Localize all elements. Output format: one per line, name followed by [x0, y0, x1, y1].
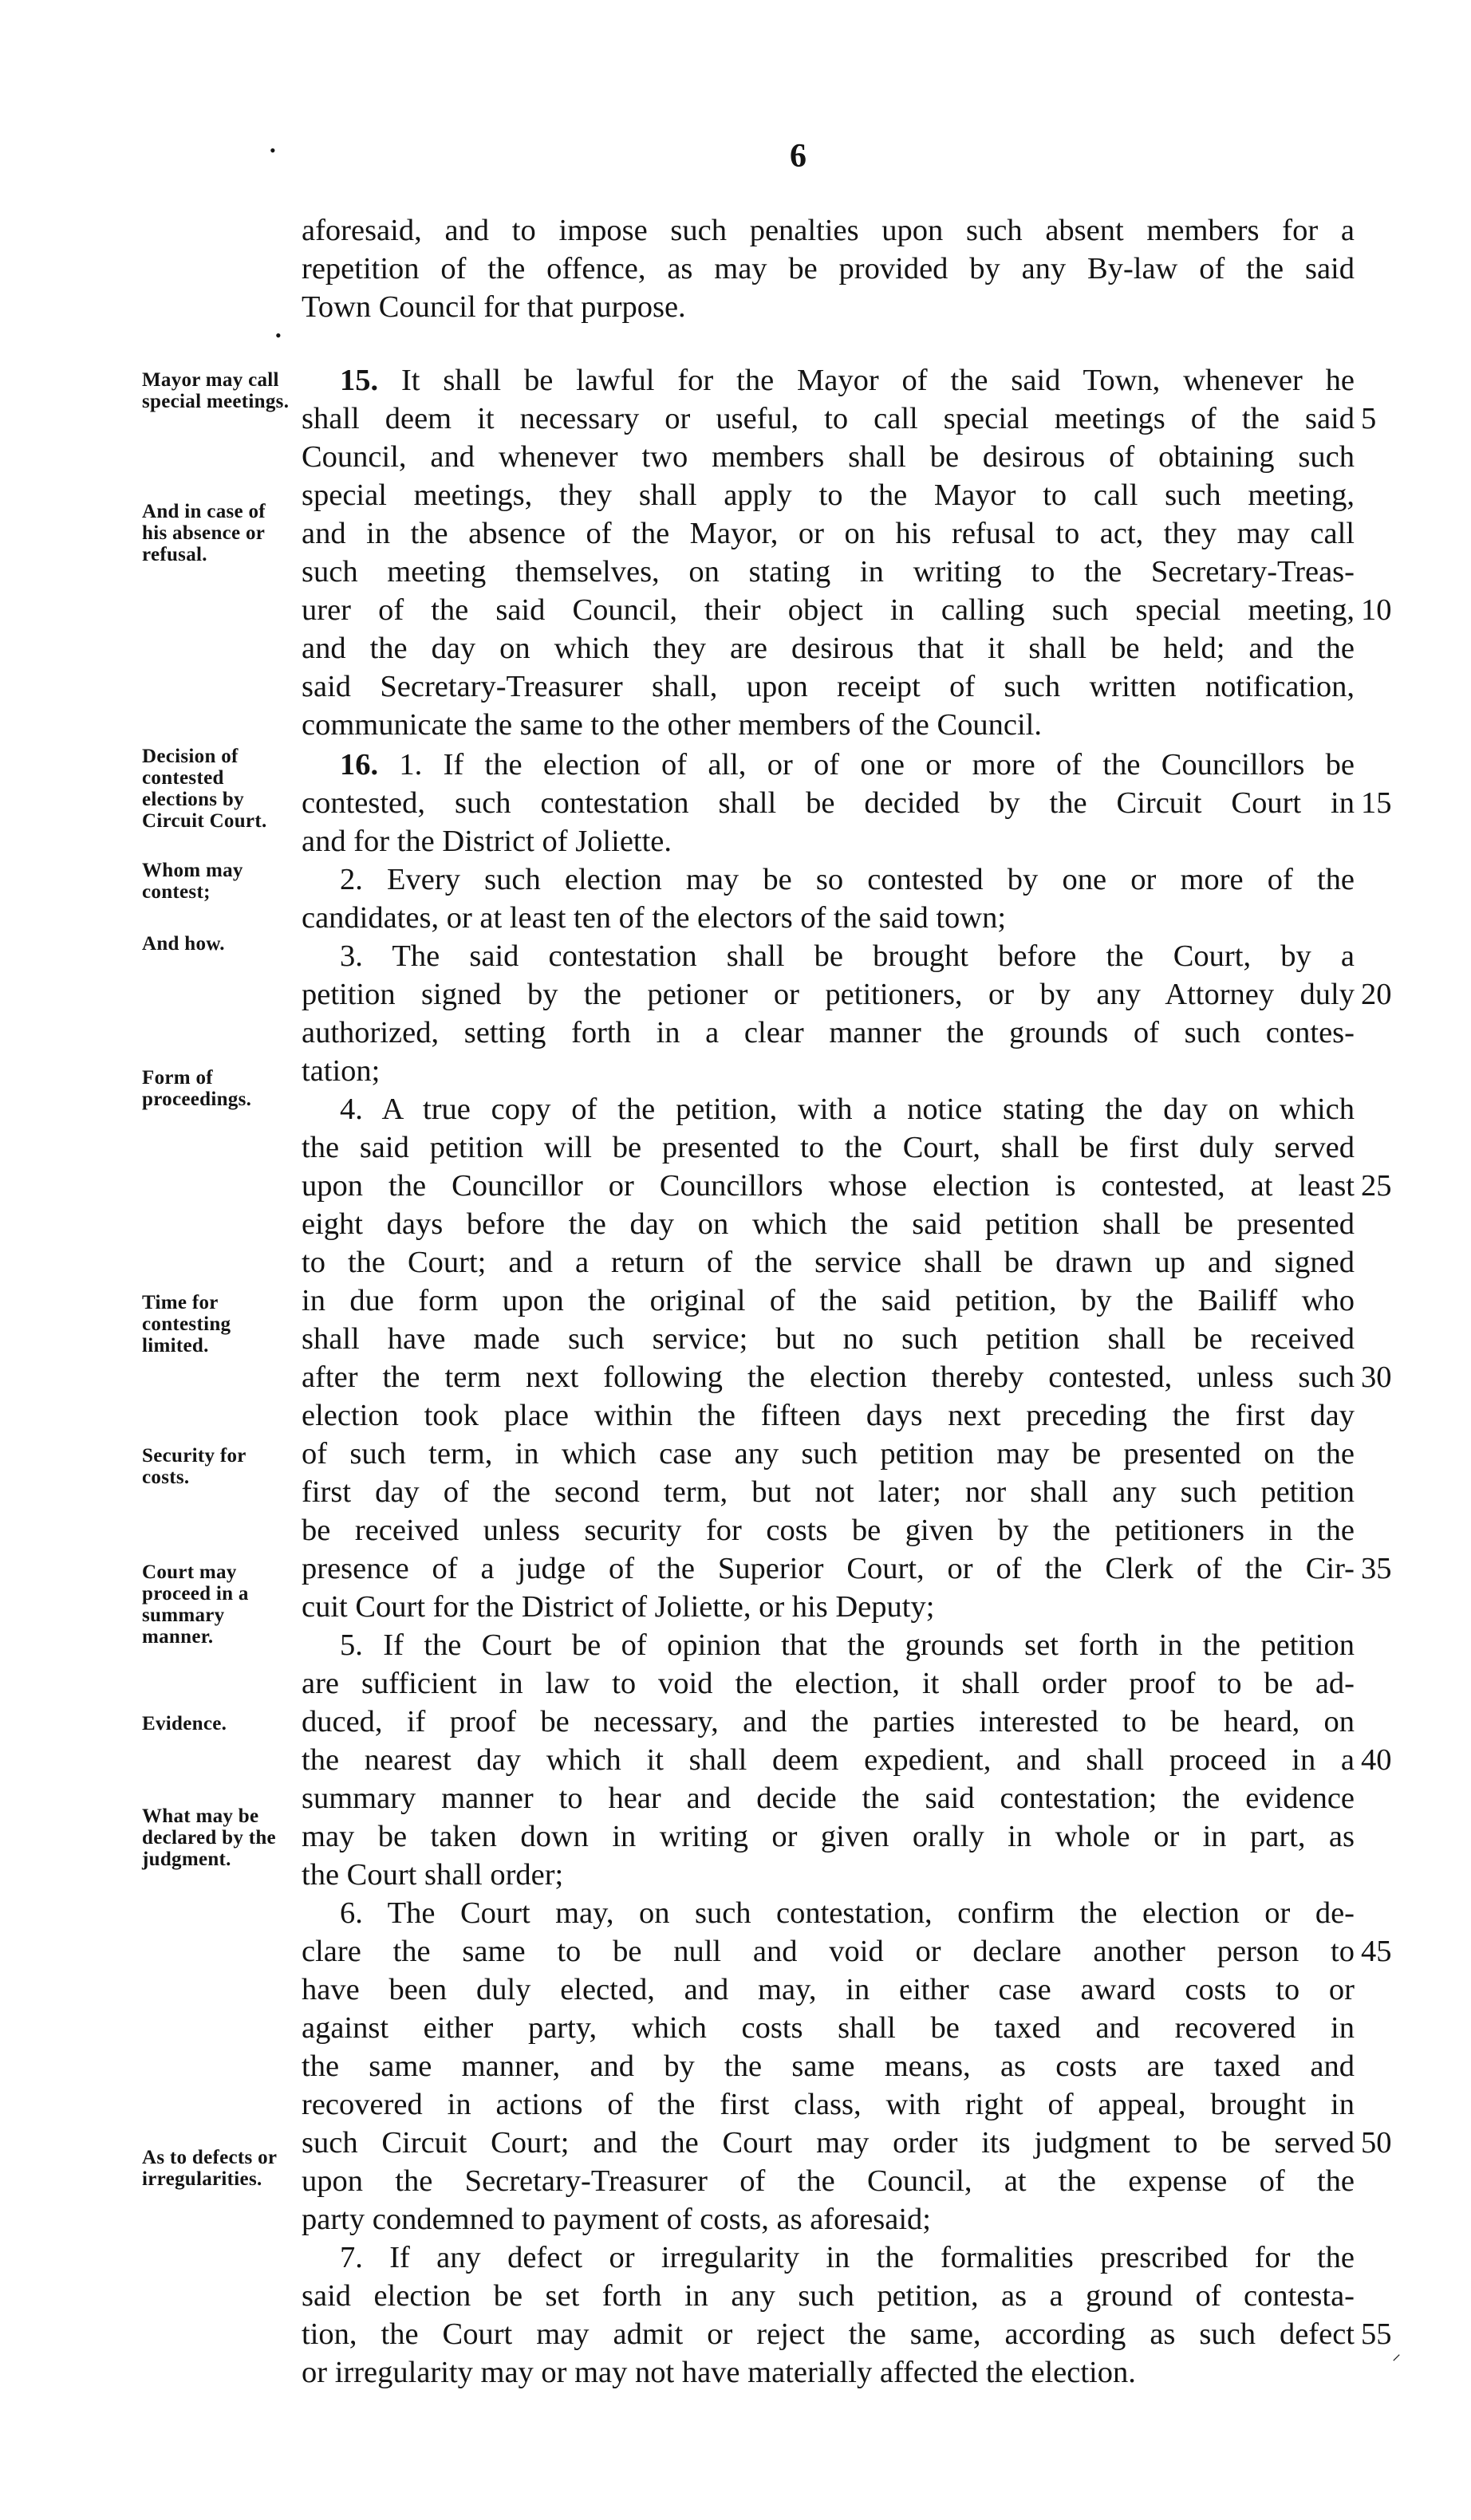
text-line: 16. 1. If the election of all, or of one or more of the Councillors be — [340, 748, 1355, 782]
margin-mark: ⸍ — [1392, 2351, 1402, 2371]
text-line: 5. If the Court be of opinion that the grounds set forth in the petition — [340, 1628, 1355, 1662]
text-line: petition signed by the petioner or petitioners, or by any Attorney duly — [302, 978, 1355, 1011]
text-line: such meeting themselves, on stating in writing to the Secretary-Treas- — [302, 555, 1355, 589]
text-line: the same manner, and by the same means, as costs are taxed and — [302, 2049, 1355, 2083]
text-line: 2. Every such election may be so contested by one or more of the — [340, 863, 1355, 896]
line-number: 25 — [1361, 1169, 1392, 1203]
line-number: 20 — [1361, 978, 1392, 1011]
line-number: 45 — [1361, 1935, 1392, 1968]
text-line: to the Court; and a return of the service shall be drawn up and signed — [302, 1246, 1355, 1279]
text-line: tion, the Court may admit or reject the same, according as such defect — [302, 2317, 1355, 2351]
text-line: 3. The said contestation shall be brought before the Court, by a — [340, 939, 1355, 973]
margin-note: Form of proceedings. — [142, 1067, 252, 1110]
text-line: presence of a judge of the Superior Court, or of the Clerk of the Cir- — [302, 1552, 1355, 1585]
text-line: 4. A true copy of the petition, with a notice stating the day on which — [340, 1093, 1355, 1126]
text-line: or irregularity may or may not have materially affected the election. — [302, 2356, 1136, 2389]
text-line: clare the same to be null and void or declare another person to — [302, 1935, 1355, 1968]
text-line: of such term, in which case any such petition may be presented on the — [302, 1437, 1355, 1471]
text-line: tation; — [302, 1054, 381, 1088]
text-line: may be taken down in writing or given orally in whole or in part, as — [302, 1820, 1355, 1853]
text-line: upon the Councillor or Councillors whose election is contested, at least — [302, 1169, 1355, 1203]
text-line: Town Council for that purpose. — [302, 290, 686, 324]
margin-note: Security for costs. — [142, 1445, 246, 1488]
line-number: 40 — [1361, 1743, 1392, 1777]
text-line: recovered in actions of the first class, with right of appeal, brought in — [302, 2088, 1355, 2121]
margin-dot: • — [275, 325, 282, 345]
margin-note: And how. — [142, 933, 225, 955]
text-line: be received unless security for costs be given by the petitioners in the — [302, 1514, 1355, 1547]
margin-note: Court may proceed in a summary manner. — [142, 1561, 249, 1648]
margin-note: Evidence. — [142, 1713, 227, 1734]
text-line: in due form upon the original of the said petition, by the Bailiff who — [302, 1284, 1355, 1317]
text-line: contested, such contestation shall be decided by the Circuit Court in — [302, 786, 1355, 820]
line-number: 5 — [1361, 402, 1377, 435]
text-line: repetition of the offence, as may be provided by any By-law of the said — [302, 252, 1355, 285]
text-line: duced, if proof be necessary, and the parties interested to be heard, on — [302, 1705, 1355, 1738]
line-number: 10 — [1361, 593, 1392, 627]
line-number: 30 — [1361, 1360, 1392, 1394]
text-line: authorized, setting forth in a clear manner the grounds of such contes- — [302, 1016, 1355, 1049]
margin-dot: • — [270, 140, 276, 160]
text-line: and in the absence of the Mayor, or on his refusal to act, they may call — [302, 517, 1355, 550]
text-line: such Circuit Court; and the Court may order its judgment to be served — [302, 2126, 1355, 2160]
text-line: urer of the said Council, their object in calling such special meeting, — [302, 593, 1355, 627]
text-line: shall deem it necessary or useful, to call special meetings of the said — [302, 402, 1355, 435]
line-number: 50 — [1361, 2126, 1392, 2160]
text-line: Council, and whenever two members shall be desirous of obtaining such — [302, 440, 1355, 474]
margin-note: Whom may contest; — [142, 860, 243, 903]
text-line: upon the Secretary-Treasurer of the Council, at the expense of the — [302, 2164, 1355, 2198]
text-line: 15. It shall be lawful for the Mayor of the said Town, whenever he — [340, 364, 1355, 397]
margin-note: Time for contesting limited. — [142, 1292, 231, 1356]
text-line: 6. The Court may, on such contestation, confirm the election or de- — [340, 1896, 1355, 1930]
text-line: aforesaid, and to impose such penalties upon such absent members for a — [302, 214, 1355, 247]
text-line: communicate the same to the other members of the Council. — [302, 708, 1043, 742]
text-line: said Secretary-Treasurer shall, upon receipt of such written notification, — [302, 670, 1355, 703]
text-line: are sufficient in law to void the election, it shall order proof to be ad- — [302, 1667, 1355, 1700]
margin-note: And in case of his absence or refusal. — [142, 501, 266, 565]
page-number: 6 — [790, 138, 806, 175]
text-line: eight days before the day on which the said petition shall be presented — [302, 1207, 1355, 1241]
text-line: cuit Court for the District of Joliette, or his Deputy; — [302, 1590, 935, 1624]
text-line: the Court shall order; — [302, 1858, 564, 1892]
text-line: the nearest day which it shall deem expedient, and shall proceed in a — [302, 1743, 1355, 1777]
text-line: shall have made such service; but no such petition shall be received — [302, 1322, 1355, 1356]
text-line: special meetings, they shall apply to the Mayor to call such meeting, — [302, 478, 1355, 512]
text-line: said election be set forth in any such petition, as a ground of contesta- — [302, 2279, 1355, 2313]
section-number: 16. — [340, 748, 379, 782]
text-line: after the term next following the election thereby contested, unless such — [302, 1360, 1355, 1394]
section-number: 15. — [340, 364, 379, 397]
margin-note: What may be declared by the judgment. — [142, 1805, 276, 1870]
text-line: 7. If any defect or irregularity in the formalities prescribed for the — [340, 2241, 1355, 2274]
line-number: 55 — [1361, 2317, 1392, 2351]
text-line: party condemned to payment of costs, as aforesaid; — [302, 2203, 932, 2236]
line-number: 15 — [1361, 786, 1392, 820]
text-line: and for the District of Joliette. — [302, 825, 672, 858]
text-line: and the day on which they are desirous that it shall be held; and the — [302, 632, 1355, 665]
margin-note: As to defects or irregularities. — [142, 2147, 277, 2190]
line-number: 35 — [1361, 1552, 1392, 1585]
text-line: summary manner to hear and decide the said contestation; the evidence — [302, 1782, 1355, 1815]
margin-note: Decision of contested elections by Circuit Court. — [142, 746, 267, 832]
text-line: the said petition will be presented to the Court, shall be first duly served — [302, 1131, 1355, 1164]
margin-note: Mayor may call special meetings. — [142, 369, 290, 412]
text-line: first day of the second term, but not later; nor shall any such petition — [302, 1475, 1355, 1509]
text-line: candidates, or at least ten of the electors of the said town; — [302, 901, 1007, 935]
text-line: against either party, which costs shall be taxed and recovered in — [302, 2011, 1355, 2045]
text-line: have been duly elected, and may, in either case award costs to or — [302, 1973, 1355, 2006]
text-line: election took place within the fifteen days next preceding the first day — [302, 1399, 1355, 1432]
